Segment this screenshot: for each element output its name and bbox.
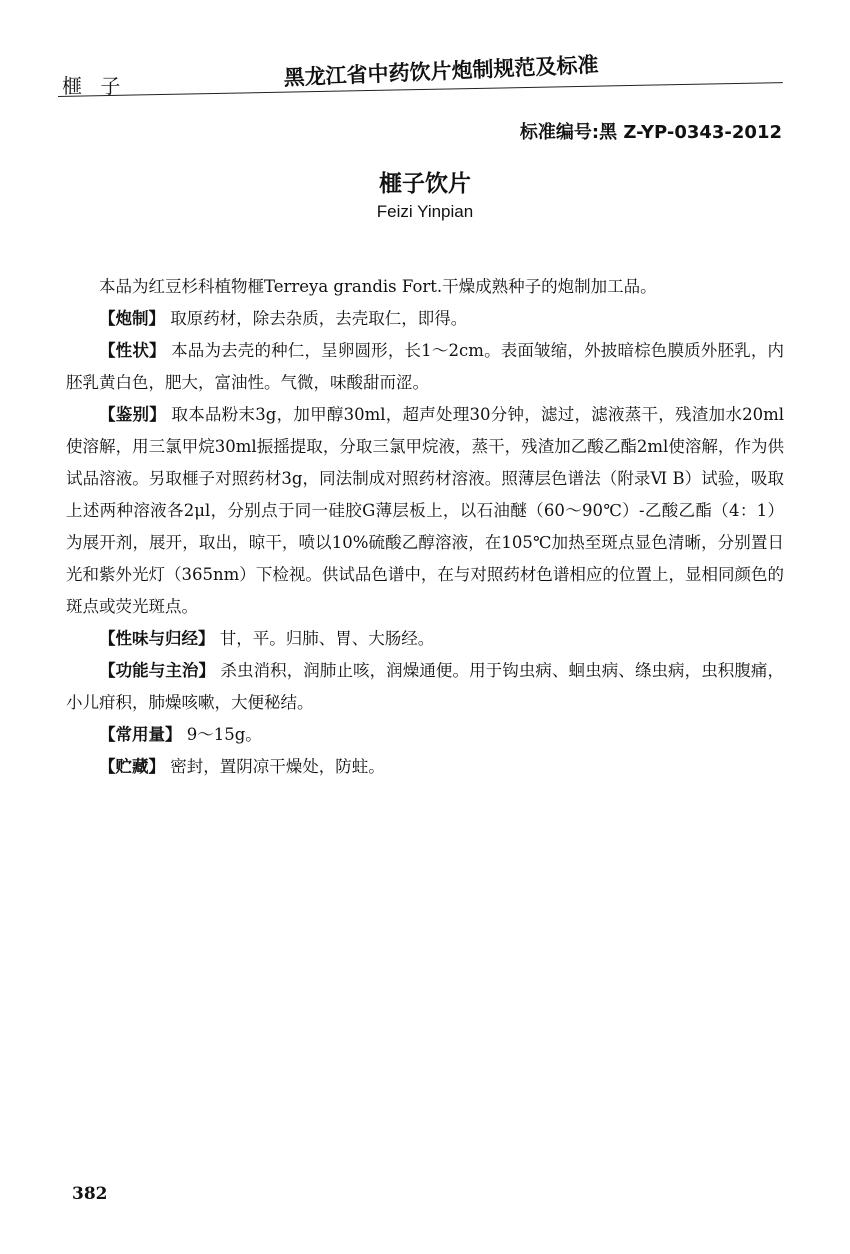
section-storage <box>66 751 784 783</box>
section-text: 本品为去壳的种仁，呈卵圆形，长1～2cm。表面皱缩，外披暗棕色膜质外胚乳，内胚乳黄白色，肥大，富油性。气微，味酸甜而涩。 <box>66 341 784 392</box>
standard-number: 标准编号:黑 Z-YP-0343-2012 <box>519 122 782 143</box>
section-nature-meridian <box>66 623 784 655</box>
section-text: 密封，置阴凉干燥处，防蛀。 <box>170 757 385 776</box>
document-body <box>66 271 784 783</box>
section-processing <box>66 303 784 335</box>
section-label: 【功能与主治】 <box>99 661 216 680</box>
section-label: 【性状】 <box>99 341 166 360</box>
page-title: 榧子饮片 <box>379 171 471 197</box>
page-number: 382 <box>72 1184 108 1204</box>
section-text: 9～15g。 <box>186 725 262 744</box>
section-label: 【鉴别】 <box>99 405 167 424</box>
section-text: 取原药材，除去杂质，去壳取仁，即得。 <box>170 309 468 328</box>
intro-paragraph: 本品为红豆杉科植物榧Terreya grandis Fort.干燥成熟种子的炮制加工品。 <box>99 277 657 296</box>
running-header-section: 榧 子 <box>62 74 127 98</box>
page-subtitle-pinyin: Feizi Yinpian <box>376 202 474 221</box>
section-dosage <box>66 719 784 751</box>
section-text: 杀虫消积，润肺止咳，润燥通便。用于钩虫病、蛔虫病、绦虫病，虫积腹痛，小儿疳积，肺燥咳嗽，大便秘结。 <box>66 661 785 712</box>
section-label: 【性味与归经】 <box>99 629 215 648</box>
section-identification <box>66 399 784 623</box>
section-label: 【炮制】 <box>99 309 165 328</box>
section-description <box>66 335 784 399</box>
section-label: 【贮藏】 <box>99 757 165 776</box>
running-header-book-title: 黑龙江省中药饮片炮制规范及标准 <box>283 52 599 90</box>
section-label: 【常用量】 <box>99 725 182 744</box>
section-text: 甘，平。归肺、胃、大肠经。 <box>219 629 435 648</box>
section-functions-indications <box>66 655 784 719</box>
section-text: 取本品粉末3g，加甲醇30ml，超声处理30分钟，滤过，滤液蒸干，残渣加水20ml使溶解，用三氯甲烷30ml振摇提取，分取三氯甲烷液，蒸干，残渣加乙酸乙酯2ml使溶解，作为供试品溶液。另取榧子对照药材3g，同法制成对照药材溶液。照薄层色谱法（附录Ⅵ B）试验，吸取上述两种溶液各2μl，分别点于同一硅胶G薄层板上，以石油醚（60～90℃）-乙酸乙酯（4：1）为展开剂，展开，取出，晾干，喷以10%硫酸乙醇溶液，在105℃加热至斑点显色清晰，分别置日光和紫外光灯（365nm）下检视。供试品色谱中，在与对照药材色谱相应的位置上，显相同颜色的斑点或荧光斑点。 <box>66 405 784 616</box>
